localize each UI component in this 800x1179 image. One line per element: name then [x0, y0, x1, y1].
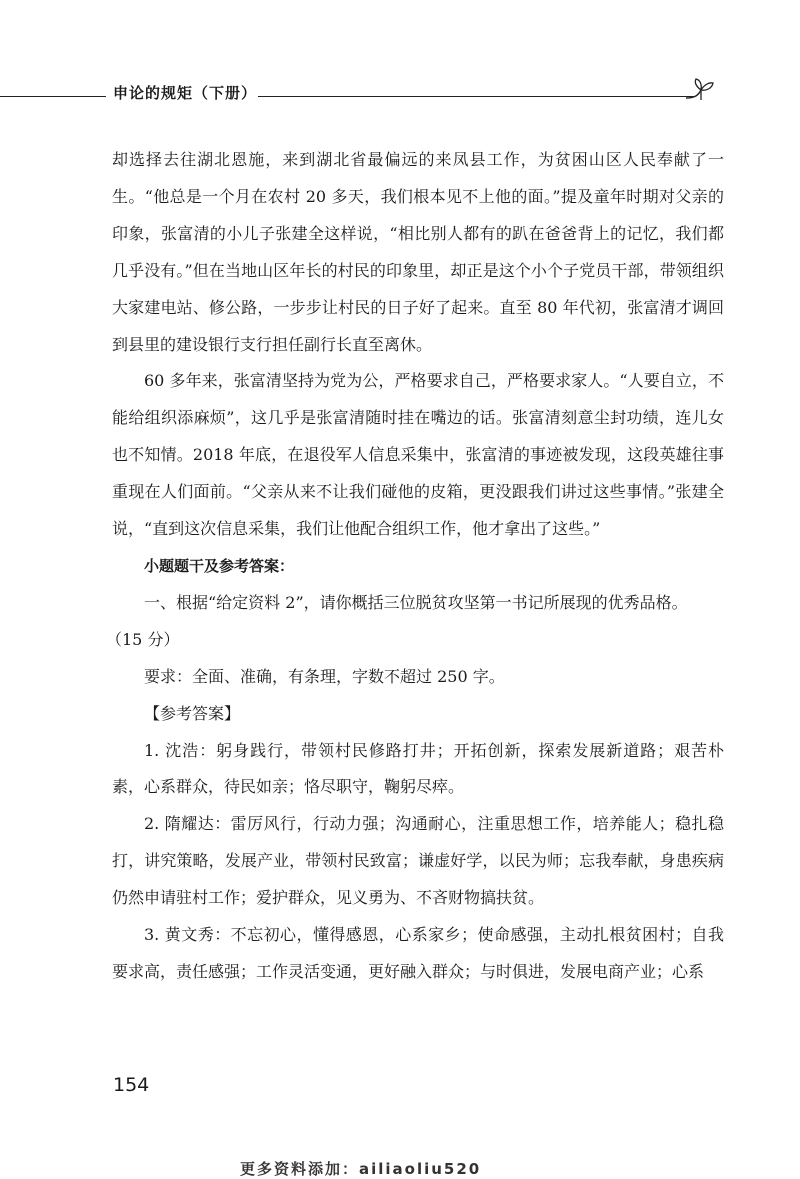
- question-score: （15 分）: [106, 629, 180, 649]
- book-title: 申论的规矩（下册）: [113, 84, 258, 102]
- section-subheading: 小题题干及参考答案：: [144, 556, 295, 575]
- answer-item: 3. 黄文秀：不忘初心，懂得感恩，心系家乡；使命感强，主动扎根贫困村；自我要求高，责任感强；工作灵活变通，更好融入群众；与时俱进，发展电商产业；心系: [112, 925, 724, 981]
- body-text: [106, 142, 724, 991]
- running-header: [0, 74, 800, 114]
- paragraph-continued: 却选择去往湖北恩施，来到湖北省最偏远的来凤县工作，为贫困山区人民奉献了一生。“他总是一个月在农村 20 多天，我们根本见不上他的面。”提及童年时期对父亲的印象，张富清的小儿子张建全这样说，“相比别人都有的趴在爸爸背上的记忆，我们都几乎没有。”但在当地山区年长的村民的印象里，却正是这个小个子党员干部，带领组织大家建电站、修公路，一步步让村民的日子好了起来。直至 80 年代初，张富清才调回到县里的建设银行支行担任副行长直至离休。: [112, 150, 724, 354]
- header-rule-left: [0, 96, 106, 97]
- header-rule-right: [258, 96, 694, 97]
- question-requirement: 要求：全面、准确，有条理，字数不超过 250 字。: [144, 666, 505, 686]
- page-number: 154: [113, 1074, 150, 1096]
- answer-item: 2. 隋耀达：雷厉风行，行动力强；沟通耐心，注重思想工作，培养能人；稳扎稳打，讲究策略，发展产业，带领村民致富；谦虚好学，以民为师；忘我奉献，身患疾病仍然申请驻村工作；爱护群众，见义勇为、不吝财物搞扶贫。: [112, 814, 724, 908]
- footer-watermark-text: 更多资料添加：ailiaoliu520: [240, 1160, 482, 1178]
- answer-heading: 【参考答案】: [144, 703, 241, 723]
- question-text: 一、根据“给定资料 2”，请你概括三位脱贫攻坚第一书记所展现的优秀品格。: [144, 592, 688, 612]
- sprout-icon: [684, 74, 718, 108]
- answer-item: 1. 沈浩：躬身践行，带领村民修路打井；开拓创新，探索发展新道路；艰苦朴素，心系群众，待民如亲；恪尽职守，鞠躬尽瘁。: [112, 740, 724, 797]
- paragraph: 60 多年来，张富清坚持为党为公，严格要求自己，严格要求家人。“人要自立，不能给组织添麻烦”，这几乎是张富清随时挂在嘴边的话。张富清刻意尘封功绩，连儿女也不知情。2018 年底，在退役军人信息采集中，张富清的事迹被发现，这段英雄往事重现在人们面前。“父亲从来不让我们碰他的皮箱，更没跟我们讲过这些事情。”张建全说，“直到这次信息采集，我们让他配合组织工作，他才拿出了这些。”: [112, 371, 724, 539]
